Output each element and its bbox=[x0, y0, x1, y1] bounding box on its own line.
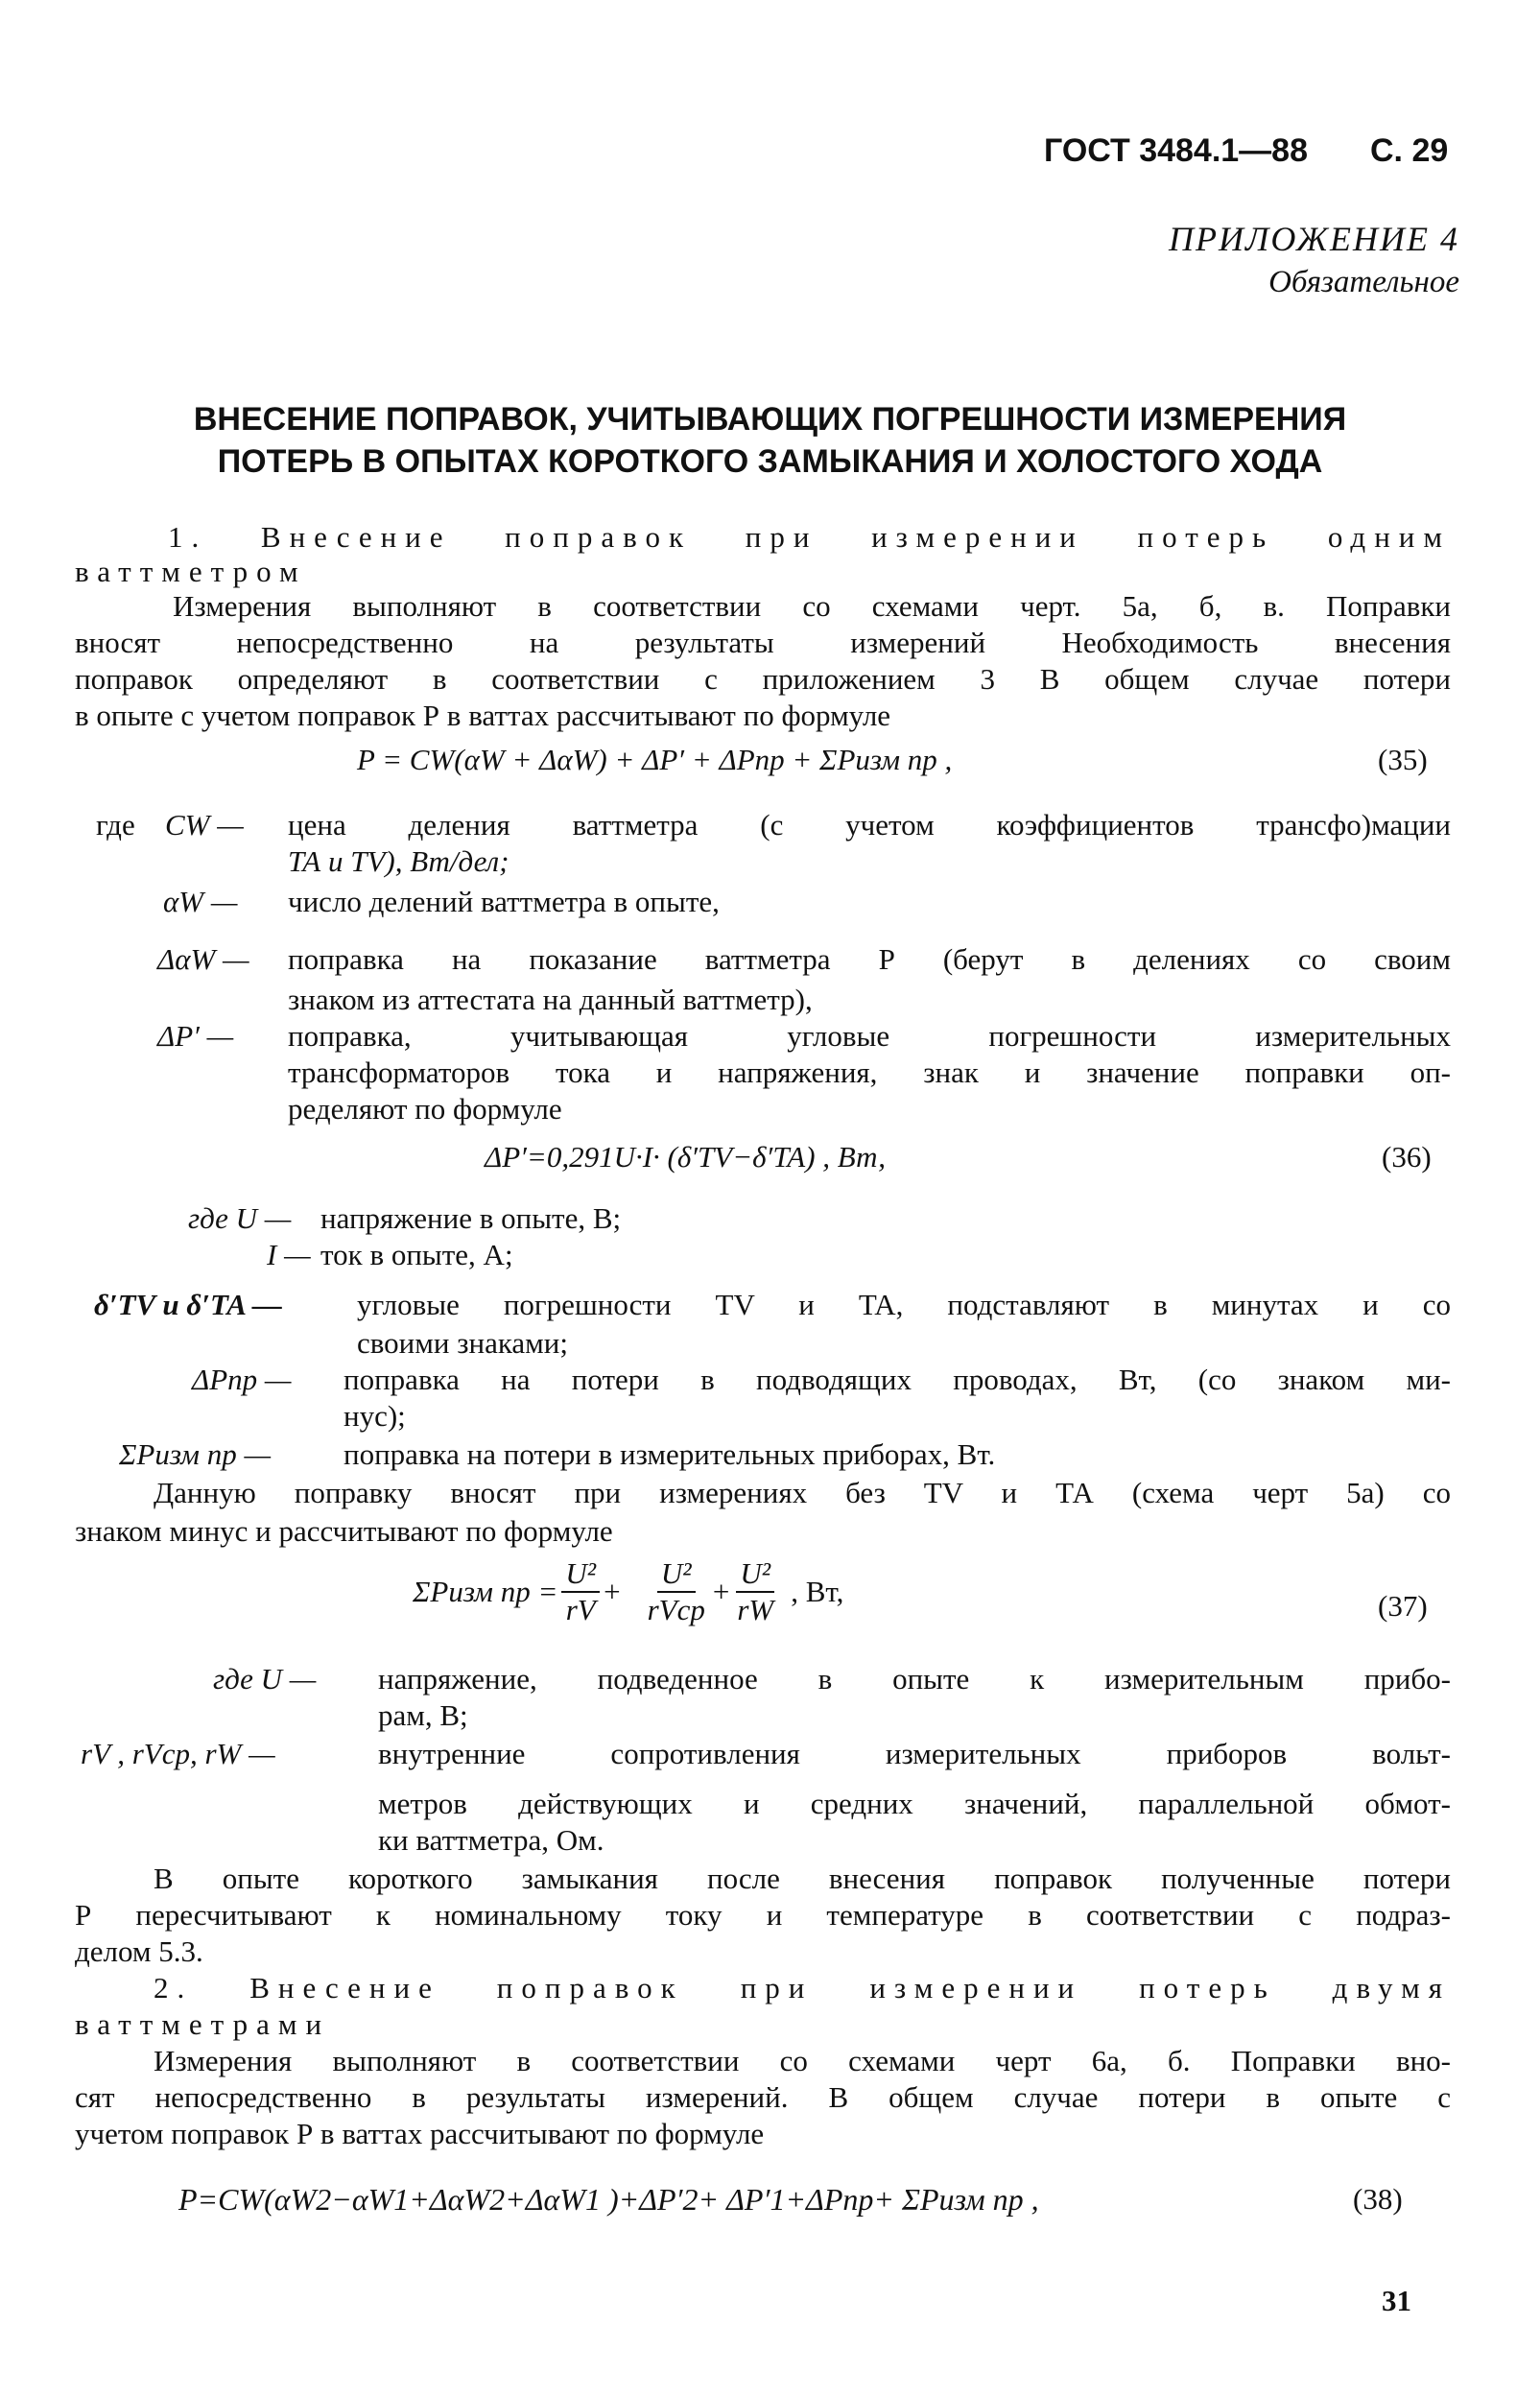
def-u-text: напряжение в опыте, В; bbox=[320, 1201, 622, 1235]
section1-p2-line1: Данную поправку вносят при измерениях без ТV и ТА (схема черт 5а) со bbox=[154, 1476, 1451, 1509]
section1-p1-line3: поправок определяют в соответствии с приложением 3 В общем случае потери bbox=[75, 662, 1451, 696]
def-u-symbol: где U — bbox=[188, 1201, 292, 1235]
equation-37-term3: $\frac{\text{U²}}{rW}$ bbox=[737, 1556, 774, 1626]
section1-p1-line4: в опыте с учетом поправок Р в ваттах рассчитывают по формуле bbox=[75, 699, 891, 732]
section2-p1-line2: сят непосредственно в результаты измерений. В общем случае потери в опыте с bbox=[75, 2080, 1451, 2114]
def-cw-symbol: CW — bbox=[165, 808, 244, 842]
section1-p3-line2: Р пересчитывают к номинальному току и температуре в соответствии с подраз- bbox=[75, 1898, 1451, 1932]
def-sp-symbol: ΣPизм пр — bbox=[119, 1437, 272, 1471]
equation-37-term2: $\frac{\text{U²}}{\text{rVср}}$ bbox=[647, 1556, 705, 1626]
section1-p2-line2: знаком минус и рассчитывают по формуле bbox=[75, 1514, 613, 1548]
def-daw-symbol: ΔαW — bbox=[157, 942, 249, 976]
section2-p1-line1: Измерения выполняют в соответствии со схемами черт 6а, б. Поправки вно- bbox=[154, 2044, 1451, 2077]
equation-38-number: (38) bbox=[1353, 2182, 1403, 2216]
equation-37-lhs: ΣPизм пр = bbox=[413, 1575, 558, 1608]
section2-p1-line3: учетом поправок Р в ваттах рассчитывают по формуле bbox=[75, 2117, 765, 2150]
equation-37: ΣPизм пр = $\frac{\text{U²}}{rV}$ + $\frac{\text{U²}}{\text{rVср}}$ + $\frac{\text{U²}}{rW}$ , Вт, bbox=[413, 1556, 844, 1626]
def-dp-text-cont1: трансформаторов тока и напряжения, знак и значение поправки оп- bbox=[288, 1056, 1451, 1089]
def3-r-text-cont2: ки ваттметра, Ом. bbox=[378, 1823, 604, 1857]
def-cw-text: цена деления ваттметра (с учетом коэффициентов трансфо)мации bbox=[288, 808, 1451, 842]
header-page-ref: С. 29 bbox=[1370, 132, 1449, 169]
def3-u-symbol: где U — bbox=[213, 1662, 317, 1696]
def-delta-text: угловые погрешности TV и TA, подставляют в минутах и со bbox=[357, 1288, 1451, 1321]
section1-heading: 1. Внесение поправок при измерении потерь одним bbox=[168, 520, 1451, 554]
equation-37-tail: , Вт, bbox=[791, 1575, 844, 1608]
section2-heading-cont: ваттметрами bbox=[75, 2007, 331, 2041]
section1-p3-line1: В опыте короткого замыкания после внесения поправок полученные потери bbox=[154, 1862, 1451, 1895]
section2-heading: 2. Внесение поправок при измерении потерь двумя bbox=[154, 1971, 1451, 2005]
def-cw-text-cont: ТА и ТV), Вт/дел; bbox=[288, 844, 509, 878]
def3-r-symbol: rV , rVср, rW — bbox=[81, 1737, 275, 1770]
equation-36: ΔP′=0,291U·I· (δ′TV−δ′TA) , Вт, bbox=[485, 1140, 887, 1174]
appendix-title: ПРИЛОЖЕНИЕ 4 bbox=[1169, 220, 1459, 258]
def-dpp-text: поправка на потери в подводящих проводах, Вт, (со знаком ми- bbox=[344, 1363, 1451, 1396]
header-standard: ГОСТ 3484.1—88 bbox=[1044, 132, 1309, 169]
page-number: 31 bbox=[1382, 2284, 1411, 2317]
section1-p1-line2: вносят непосредственно на результаты измерений Необходимость внесения bbox=[75, 626, 1451, 659]
where-label: где bbox=[96, 808, 135, 842]
def3-r-text: внутренние сопротивления измерительных приборов вольт- bbox=[378, 1737, 1451, 1770]
def-i-symbol: I — bbox=[267, 1238, 311, 1271]
def-dpp-text-cont: нус); bbox=[344, 1399, 406, 1433]
def-daw-text: поправка на показание ваттметра Р (берут в делениях со своим bbox=[288, 942, 1451, 976]
def-dp-text: поправка, учитывающая угловые погрешности измерительных bbox=[288, 1019, 1451, 1053]
equation-37-term1: $\frac{\text{U²}}{rV}$ bbox=[561, 1556, 600, 1627]
equation-36-number: (36) bbox=[1382, 1140, 1432, 1174]
equation-38: P=CW(αW2−αW1+ΔαW2+ΔαW1 )+ΔP′2+ ΔP′1+ΔPпр+ ΣPизм пр , bbox=[178, 2182, 1039, 2217]
def3-u-text-cont: рам, В; bbox=[378, 1698, 468, 1732]
equation-35: P = CW(αW + ΔαW) + ΔP′ + ΔPпр + ΣPизм пр , bbox=[357, 743, 953, 776]
section1-p1-line1: Измерения выполняют в соответствии со схемами черт. 5а, б, в. Поправки bbox=[173, 589, 1451, 623]
def-dp-symbol: ΔP′ — bbox=[157, 1019, 234, 1053]
def-dp-text-cont2: ределяют по формуле bbox=[288, 1092, 562, 1126]
section1-heading-cont: ваттметром bbox=[75, 555, 307, 588]
def3-r-text-cont1: метров действующих и средних значений, параллельной обмот- bbox=[378, 1787, 1451, 1820]
def-i-text: ток в опыте, А; bbox=[320, 1238, 513, 1271]
def3-u-text: напряжение, подведенное в опыте к измерительным прибо- bbox=[378, 1662, 1451, 1696]
def-dpp-symbol: ΔPпр — bbox=[192, 1363, 292, 1396]
def-aw-text: число делений ваттметра в опыте, bbox=[288, 885, 720, 918]
def-delta-text-cont: своими знаками; bbox=[357, 1326, 568, 1360]
section1-p3-line3: делом 5.3. bbox=[75, 1934, 203, 1968]
document-title-line1: ВНЕСЕНИЕ ПОПРАВОК, УЧИТЫВАЮЩИХ ПОГРЕШНОСТИ ИЗМЕРЕНИЯ bbox=[193, 401, 1347, 438]
def-sp-text: поправка на потери в измерительных приборах, Вт. bbox=[344, 1437, 996, 1471]
appendix-subtitle: Обязательное bbox=[1268, 265, 1459, 299]
def-delta-symbol: δ′TV и δ′TA — bbox=[94, 1288, 282, 1321]
equation-37-number: (37) bbox=[1378, 1589, 1428, 1623]
document-title-line2: ПОТЕРЬ В ОПЫТАХ КОРОТКОГО ЗАМЫКАНИЯ И ХОЛОСТОГО ХОДА bbox=[217, 443, 1323, 480]
def-aw-symbol: αW — bbox=[163, 885, 238, 918]
equation-35-number: (35) bbox=[1378, 743, 1428, 776]
def-daw-text-cont: знаком из аттестата на данный ваттметр), bbox=[288, 983, 813, 1016]
